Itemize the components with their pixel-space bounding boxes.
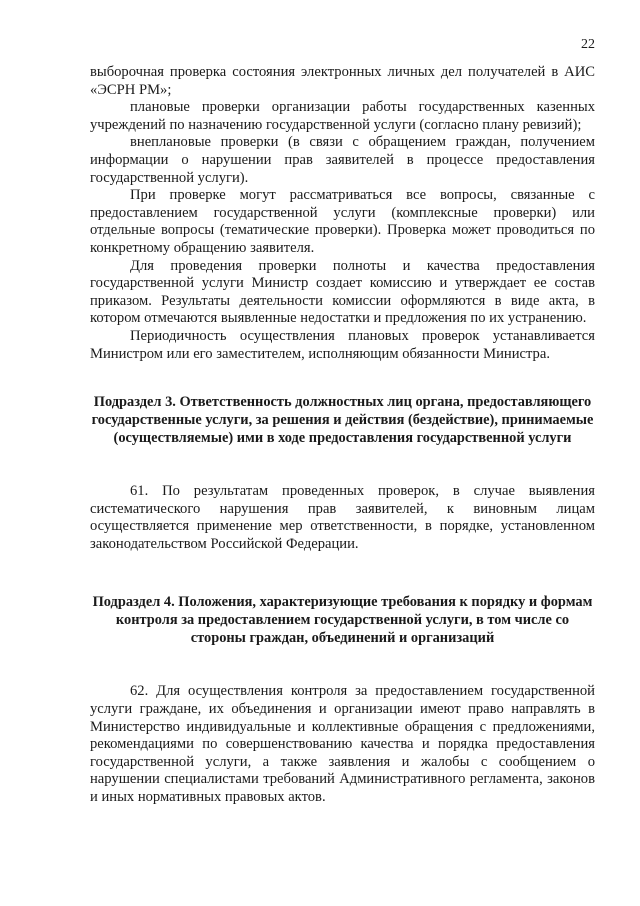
page-number: 22 (581, 37, 595, 52)
document-body (90, 64, 595, 807)
paragraph-unplanned-checks: внеплановые проверки (в связи с обращением граждан, получением информации о нарушении прав заявителей в процессе предоставления государственной услуги). (90, 134, 595, 186)
paragraph-periodicity: Периодичность осуществления плановых проверок устанавливается Министром или его заместителем, исполняющим обязанности Министра. (90, 327, 595, 362)
paragraph-selective-check: выборочная проверка состояния электронных личных дел получателей в АИС «ЭСРН РМ»; (90, 64, 595, 98)
subsection-4-heading: Подраздел 4. Положения, характеризующие требования к порядку и формам контроля за предоставлением государственной услуги, в том числе со стороны граждан, объединений и организаций (92, 594, 593, 647)
paragraph-commission: Для проведения проверки полноты и качества предоставления государственной услуги Министр создает комиссию и утверждает ее состав приказом. Результаты деятельности комиссии оформляются в виде акта, в котором отмечаются выявленные недостатки и предложения по их устранению. (90, 257, 595, 327)
subsection-3-heading: Подраздел 3. Ответственность должностных лиц органа, предоставляющего государственные услуги, за решения и действия (бездействие), принимаемые (осуществляемые) ими в ходе предоставления государственной услуги (91, 394, 594, 447)
paragraph-62: 62. Для осуществления контроля за предоставлением государственной услуги граждане, их объединения и организации имеют право направлять в Министерство индивидуальные и коллективные обращения с предложениями, рекомендациями по совершенствованию качества и порядка предоставления государственной услуги, а также заявления и жалобы с сообщением о нарушении специалистами требований Административного регламента, законов и иных нормативных правовых актов. (90, 683, 595, 806)
paragraph-planned-checks: плановые проверки организации работы государственных казенных учреждений по назначению государственной услуги (согласно плану ревизий); (90, 99, 595, 133)
paragraph-61: 61. По результатам проведенных проверок, в случае выявления систематического нарушения прав заявителей, к виновным лицам осуществляется применение мер ответственности, в порядке, установленном законодательством Российской Федерации. (90, 483, 595, 552)
paragraph-check-scope: При проверке могут рассматриваться все вопросы, связанные с предоставлением государственной услуги (комплексные проверки) или отдельные вопросы (тематические проверки). Проверка может проводиться по конкретному обращению заявителя. (90, 187, 595, 256)
